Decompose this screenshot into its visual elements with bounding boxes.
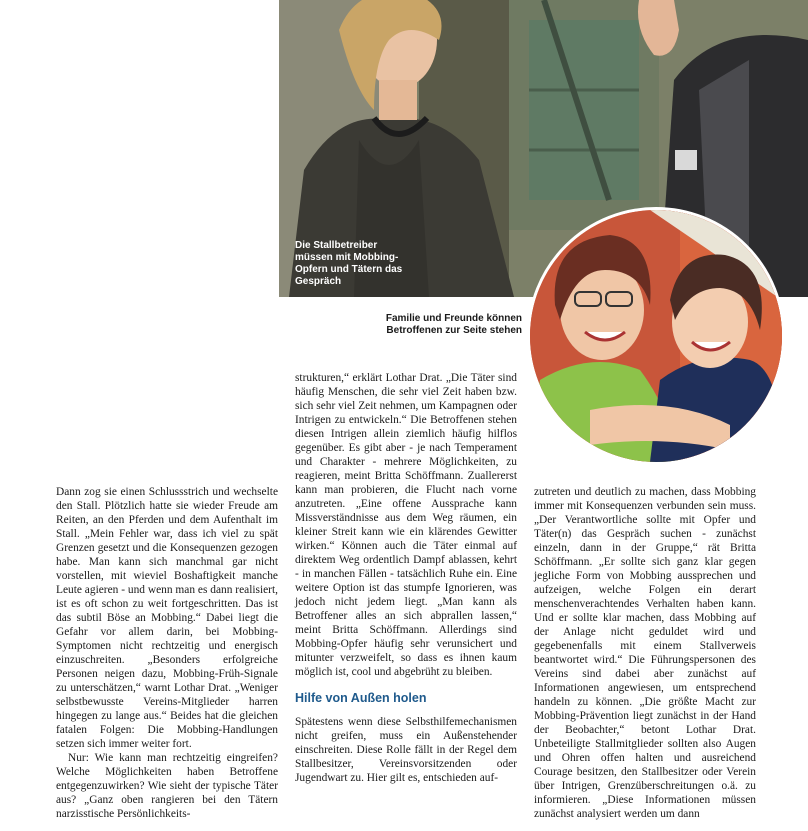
article-column-1 [56, 485, 278, 821]
paragraph: zutreten und deutlich zu machen, dass Mobbing immer mit Konsequenzen verbunden sein muss. „Der Verantwortliche sollte mit Opfer und Täter(n) das Gespräch suchen - zunächst einzeln, dann in der Gruppe,“ rät Britta Schöffmann. „Er sollte sich ganz klar gegen jegliche Form von Mobbing aussprechen und aufzeigen, welche Folgen ein derart menschenverachtendes Verhalten haben kann. Und er sollte klar machen, dass Mobbing auf der Anlage nicht geduldet wird und gegebenenfalls mit einem Stallverweis beantwortet wird.“ Die Führungspersonen des Vereins sind dabei aber zunächst auf Informationen angewiesen, um entsprechend handeln zu können. „Die größte Macht zur Mobbing-Prävention liegt zunächst in der Hand der Beobachter,“ betont Lothar Drat. Unbeteiligte Stallmitglieder sollten also Augen und Ohren offen halten und ausreichend Courage besitzen, den Stallbesitzer oder Verein über Intrigen, Grenzüberschreitungen o.ä. zu informieren. „Diese Informationen müssen zunächst analysiert werden um dann [534, 486, 756, 820]
article-column-3 [534, 485, 756, 821]
paragraph: Nur: Wie kann man rechtzeitig eingreifen? Welche Möglichkeiten haben Betroffene entgegenzuwirken? Wie sieht der typische Täter aus? „Ganz oben rangieren bei den Tätern narzisstische Persönlichkeits- [56, 752, 278, 820]
paragraph: Dann zog sie einen Schlussstrich und wechselte den Stall. Plötzlich hatte sie wieder Freude am Reiten, an den Pferden und dem Aufenthalt im Stall. „Mein Fehler war, dass ich viel zu spät Grenzen gesetzt und die Konsequenzen gezogen habe. Man kann sich manchmal gar nicht vorstellen, mit wieviel Boshaftigkeit manche Leute agieren - und wenn man es dann realisiert, ist es oft schon zu weit fortgeschritten. Das ist das subtil Böse an Mobbing.“ Dabei liegt die Gefahr vor allem darin, bei Mobbing-Symptomen nicht rechtzeitig und energisch einzuschreiten. „Besonders erfolgreiche Personen neigen dazu, Mobbing-Früh-Signale zu unterschätzen,“ warnt Lothar Drat. „Weniger selbstbewusste Vereins-Mitglieder harren hingegen zu lange aus.“ Beides hat die gleichen fatalen Folgen: Die Mobbing-Handlungen setzen sich immer weiter fort. [56, 486, 278, 750]
section-subheading: Hilfe von Außen holen [295, 691, 427, 705]
paragraph: Spätestens wenn diese Selbsthilfemechanismen nicht greifen, muss ein Außenstehender einschreiten. Diese Rolle fällt in der Regel dem Stallbesitzer, Vereinsvorsitzenden oder Jugendwart zu. Hier gilt es, entschieden auf- [295, 716, 517, 784]
circle-photo-caption: Familie und Freunde können Betroffenen zur Seite stehen [385, 313, 522, 336]
paragraph: strukturen,“ erklärt Lothar Drat. „Die Täter sind häufig Menschen, die sehr viel Zeit haben bzw. sich sehr viel Zeit nehmen, um Kampagnen oder Intrigen zu entwickeln.“ Die Betroffenen stehen diesen Intrigen allein ziemlich häufig hilflos gegenüber. Es gibt aber - je nach Temperament und Charakter - mehrere Möglichkeiten, zu reagieren, meint Britta Schöffmann. Zuallererst kann man probieren, die Flucht nach vorne anzutreten. „Eine offene Aussprache kann Missverständnisse aus dem Weg räumen, ein kleiner Streit kann wie ein klärendes Gewitter wirken.“ Können auch die Täter einmal auf direktem Weg ordentlich Dampf ablassen, kehrt - in manchen Fällen - tatsächlich Ruhe ein. Eine weitere Option ist das stumpfe Ignorieren, was jedoch nicht jedem liegt. „Man kann als Betroffener alles an sich abprallen lassen,“ meint Britta Schöffmann. Allerdings sind Mobbing-Opfer häufig sehr verunsichert und mitunter verzweifelt, so dass es ihnen kaum möglich ist, cool und abgebrüht zu bleiben. [295, 372, 517, 678]
main-photo-caption: Die Stallbetreiber müssen mit Mobbing-Opfern und Tätern das Gespräch [295, 240, 403, 287]
photo-friends-circle [527, 207, 785, 465]
article-column-2 [295, 371, 517, 785]
